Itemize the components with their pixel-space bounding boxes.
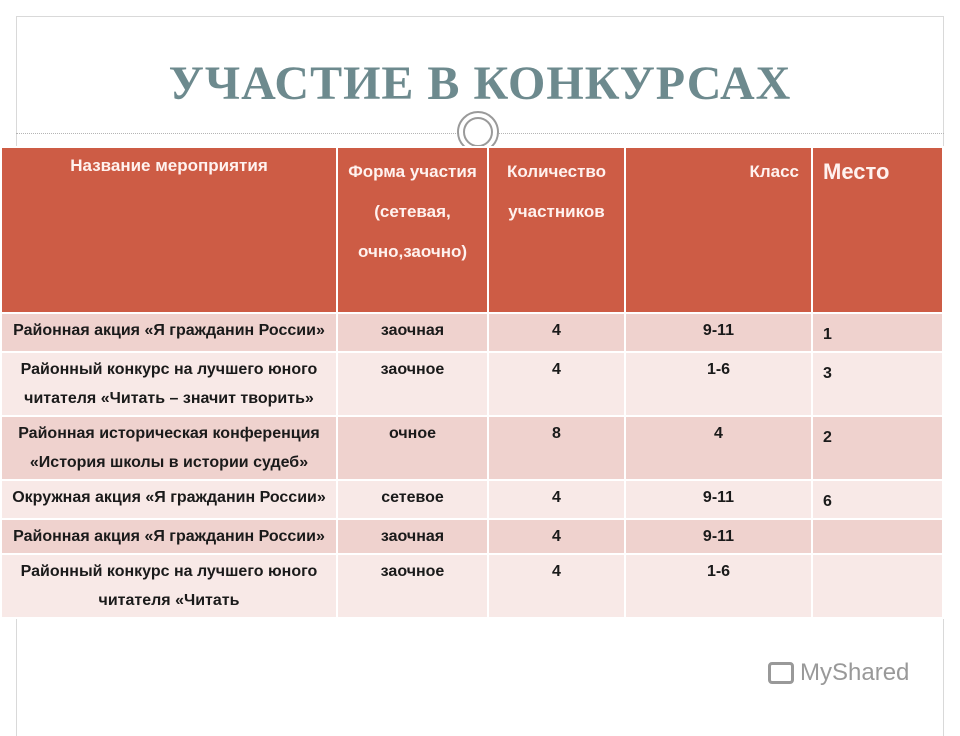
watermark-text: MyShared bbox=[800, 659, 910, 686]
cell-grade: 4 bbox=[625, 416, 812, 480]
cell-grade: 9-11 bbox=[625, 480, 812, 519]
presentation-board-icon bbox=[768, 662, 794, 684]
header-event-name: Название мероприятия bbox=[1, 147, 337, 313]
cell-form: заочная bbox=[337, 313, 488, 352]
cell-count: 4 bbox=[488, 352, 625, 416]
cell-event-name: Окружная акция «Я гражданин России» bbox=[1, 480, 337, 519]
cell-event-name: Районный конкурс на лучшего юного читателя «Читать bbox=[1, 554, 337, 618]
cell-place bbox=[812, 554, 943, 618]
table-row bbox=[1, 416, 943, 480]
cell-place bbox=[812, 519, 943, 554]
cell-place: 3 bbox=[812, 352, 943, 416]
cell-form: заочное bbox=[337, 352, 488, 416]
header-grade: Класс bbox=[625, 147, 812, 313]
header-participation-form: Форма участия (сетевая, очно,заочно) bbox=[337, 147, 488, 313]
cell-event-name: Районный конкурс на лучшего юного читателя «Читать – значит творить» bbox=[1, 352, 337, 416]
cell-grade: 1-6 bbox=[625, 352, 812, 416]
cell-count: 8 bbox=[488, 416, 625, 480]
contests-table bbox=[0, 146, 944, 619]
table-row bbox=[1, 480, 943, 519]
table-row bbox=[1, 554, 943, 618]
table-row bbox=[1, 313, 943, 352]
table-row bbox=[1, 519, 943, 554]
cell-place: 2 bbox=[812, 416, 943, 480]
header-participant-count: Количество участников bbox=[488, 147, 625, 313]
table-header-row bbox=[1, 147, 943, 313]
cell-event-name: Районная историческая конференция «История школы в истории судеб» bbox=[1, 416, 337, 480]
cell-grade: 9-11 bbox=[625, 313, 812, 352]
cell-grade: 9-11 bbox=[625, 519, 812, 554]
cell-form: очное bbox=[337, 416, 488, 480]
cell-place: 1 bbox=[812, 313, 943, 352]
cell-count: 4 bbox=[488, 480, 625, 519]
cell-grade: 1-6 bbox=[625, 554, 812, 618]
cell-place: 6 bbox=[812, 480, 943, 519]
watermark bbox=[768, 656, 940, 690]
cell-event-name: Районная акция «Я гражданин России» bbox=[1, 519, 337, 554]
cell-count: 4 bbox=[488, 313, 625, 352]
cell-event-name: Районная акция «Я гражданин России» bbox=[1, 313, 337, 352]
cell-count: 4 bbox=[488, 519, 625, 554]
slide-title: УЧАСТИЕ В КОНКУРСАХ bbox=[168, 57, 792, 110]
cell-form: заочное bbox=[337, 554, 488, 618]
table-row bbox=[1, 352, 943, 416]
cell-form: сетевое bbox=[337, 480, 488, 519]
cell-count: 4 bbox=[488, 554, 625, 618]
header-place: Место bbox=[812, 147, 943, 313]
cell-form: заочная bbox=[337, 519, 488, 554]
